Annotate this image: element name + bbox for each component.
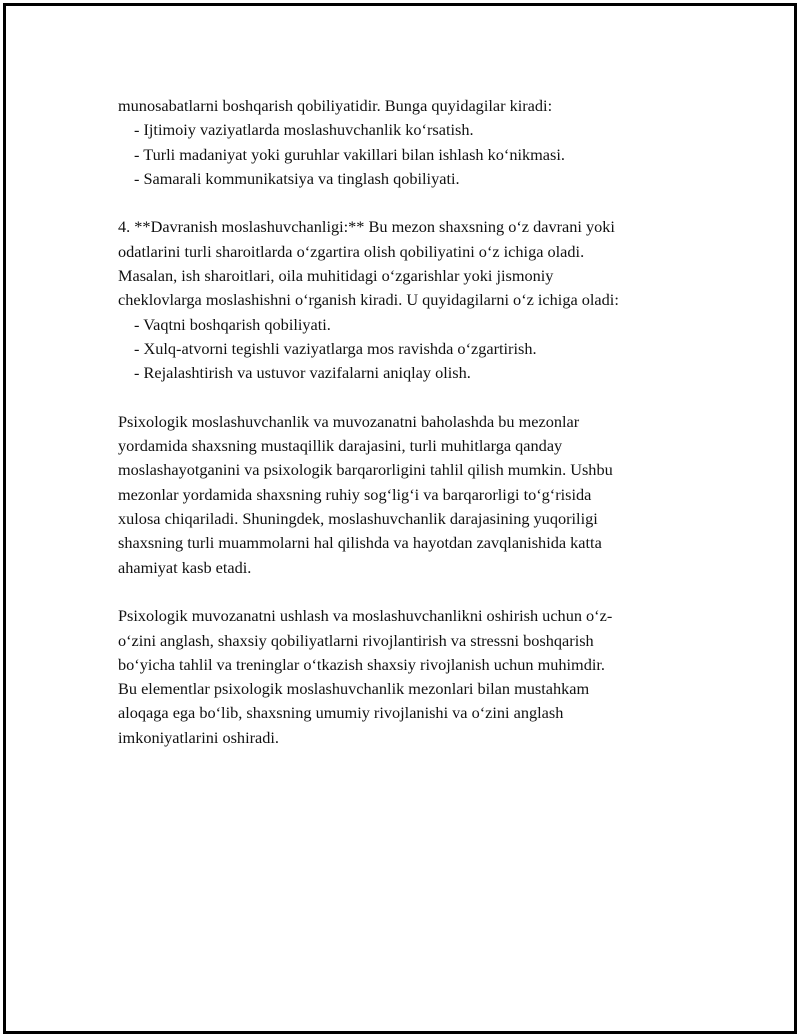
paragraph-gap	[118, 386, 698, 410]
bullet-item: - Turli madaniyat yoki guruhlar vakillari bilan ishlash koʻnikmasi.	[134, 144, 565, 164]
text-line: boʻyicha tahlil va treninglar oʻtkazish shaxsiy rivojlanish uchun muhimdir.	[118, 654, 605, 674]
bullet-item: - Rejalashtirish va ustuvor vazifalarni aniqlay olish.	[134, 363, 471, 383]
bullet-item: - Vaqtni boshqarish qobiliyati.	[134, 314, 331, 334]
text-line: yordamida shaxsning mustaqillik darajasini, turli muhitlarga qanday	[118, 436, 563, 456]
bullet-item: - Samarali kommunikatsiya va tinglash qobiliyati.	[134, 168, 460, 188]
bullet-item: - Xulq-atvorni tegishli vaziyatlarga mos ravishda oʻzgartirish.	[134, 338, 537, 358]
text-line: Bu elementlar psixologik moslashuvchanlik mezonlari bilan mustahkam	[118, 679, 590, 699]
text-line: moslashayotganini va psixologik barqarorligini tahlil qilish mumkin. Ushbu	[118, 460, 613, 480]
text-line: oʻzini anglash, shaxsiy qobiliyatlarni rivojlantirish va stressni boshqarish	[118, 630, 594, 650]
text-line: cheklovlarga moslashishni oʻrganish kiradi. U quyidagilarni oʻz ichiga oladi:	[118, 290, 619, 310]
text-line: shaxsning turli muammolarni hal qilishda va hayotdan zavqlanishida katta	[118, 533, 602, 553]
paragraph-gap	[118, 580, 698, 604]
text-line: aloqaga ega boʻlib, shaxsning umumiy rivojlanishi va oʻzini anglash	[118, 703, 564, 723]
text-line: odatlarini turli sharoitlarda oʻzgartira olish qobiliyatini oʻz ichiga oladi.	[118, 241, 585, 261]
text-line: mezonlar yordamida shaxsning ruhiy sogʻligʻi va barqarorligi toʻgʻrisida	[118, 484, 592, 504]
paragraph-gap	[118, 191, 698, 215]
text-line: Psixologik moslashuvchanlik va muvozanatni baholashda bu mezonlar	[118, 411, 580, 431]
text-line: imkoniyatlarini oshiradi.	[118, 727, 279, 747]
text-line: xulosa chiqariladi. Shuningdek, moslashuvchanlik darajasining yuqoriligi	[118, 509, 598, 529]
text-line: Psixologik muvozanatni ushlash va moslashuvchanlikni oshirish uchun oʻz-	[118, 606, 613, 626]
text-line: Masalan, ish sharoitlari, oila muhitidagi oʻzgarishlar yoki jismoniy	[118, 266, 554, 286]
section-heading-line: 4. **Davranish moslashuvchanligi:** Bu mezon shaxsning oʻz davrani yoki	[118, 217, 615, 237]
bullet-item: - Ijtimoiy vaziyatlarda moslashuvchanlik koʻrsatish.	[134, 120, 474, 140]
document-body	[118, 94, 698, 750]
text-line: ahamiyat kasb etadi.	[118, 557, 252, 577]
text-line: munosabatlarni boshqarish qobiliyatidir. Bunga quyidagilar kiradi:	[118, 96, 553, 115]
